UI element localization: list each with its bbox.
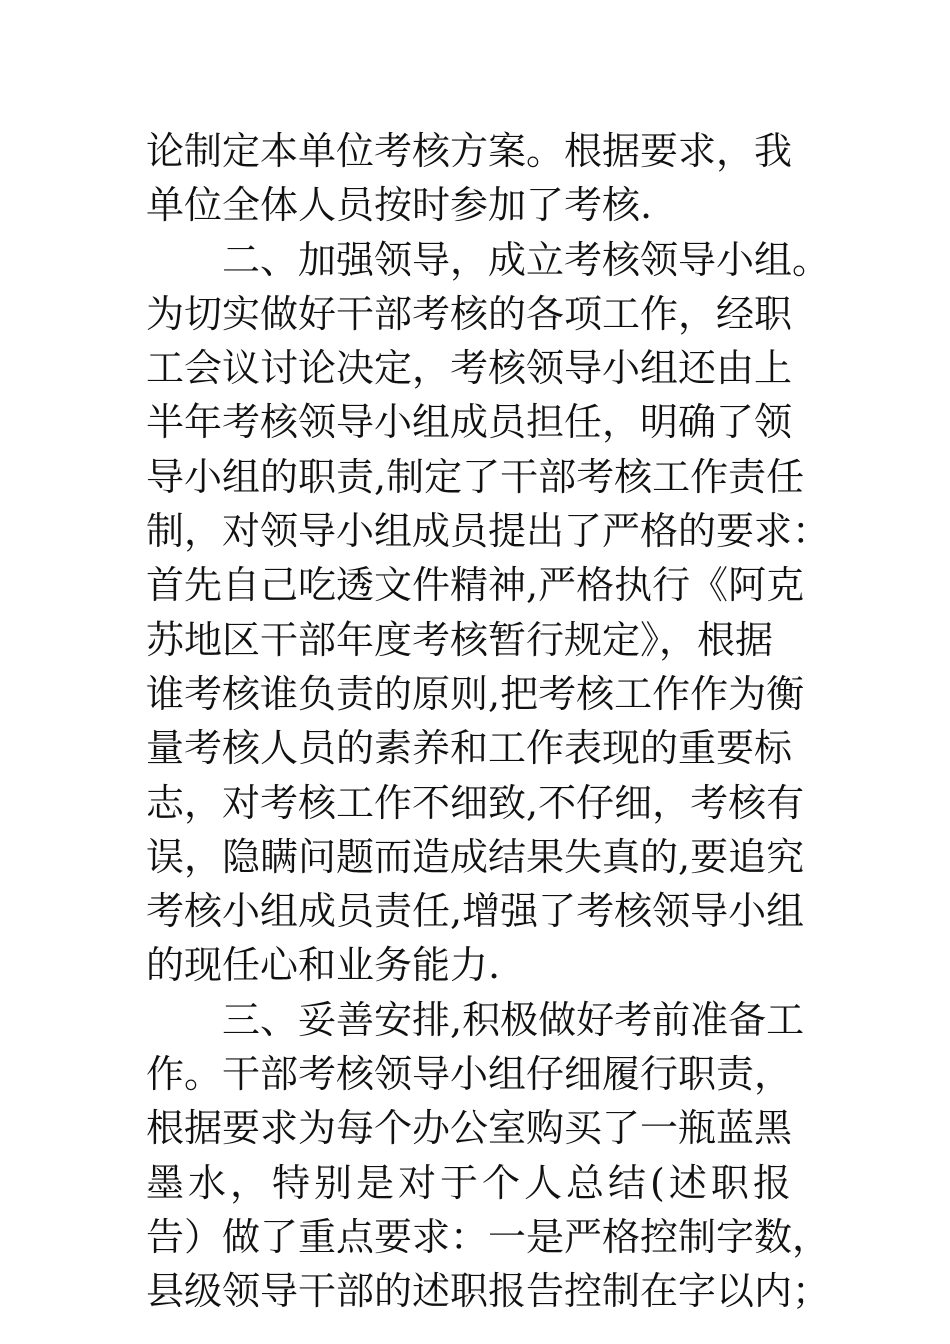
text-line: 为切实做好干部考核的各项工作，经职 bbox=[146, 291, 793, 336]
text-line: 县级领导干部的述职报告控制在字以内； bbox=[146, 1269, 831, 1314]
section-heading-2: 二、加强领导，成立考核领导小组。 bbox=[222, 237, 831, 282]
text-line: 量考核人员的素养和工作表现的重要标 bbox=[146, 726, 793, 771]
text-line: 谁考核谁负责的原则,把考核工作作为衡 bbox=[146, 671, 805, 716]
text-line: 告）做了重点要求：一是严格控制字数， bbox=[146, 1214, 831, 1259]
text-line: 半年考核领导小组成员担任，明确了领 bbox=[146, 400, 793, 445]
text-line: 考核小组成员责任,增强了考核领导小组 bbox=[146, 889, 805, 934]
text-line: 误，隐瞒问题而造成结果失真的,要追究 bbox=[146, 834, 805, 879]
text-line: 工会议讨论决定，考核领导小组还由上 bbox=[146, 346, 793, 391]
text-line: 志，对考核工作不细致,不仔细，考核有 bbox=[146, 780, 805, 825]
text-line: 制，对领导小组成员提出了严格的要求： bbox=[146, 509, 831, 554]
body-text bbox=[146, 124, 946, 1319]
section-heading-3: 三、妥善安排,积极做好考前准备工 bbox=[222, 997, 805, 1042]
text-line: 墨水，特别是对于个人总结(述职报 bbox=[146, 1160, 795, 1205]
text-line: 论制定本单位考核方案。根据要求，我 bbox=[146, 129, 793, 173]
text-line: 首先自己吃透文件精神,严格执行《阿克 bbox=[146, 563, 805, 608]
text-line: 苏地区干部年度考核暂行规定》，根据 bbox=[146, 617, 774, 662]
text-line: 单位全体人员按时参加了考核. bbox=[146, 183, 653, 228]
text-line: 导小组的职责,制定了干部考核工作责任 bbox=[146, 454, 805, 499]
text-line: 根据要求为每个办公室购买了一瓶蓝黑 bbox=[146, 1106, 793, 1151]
text-line: 的现任心和业务能力. bbox=[146, 943, 501, 988]
text-line: 作。干部考核领导小组仔细履行职责， bbox=[146, 1052, 793, 1097]
